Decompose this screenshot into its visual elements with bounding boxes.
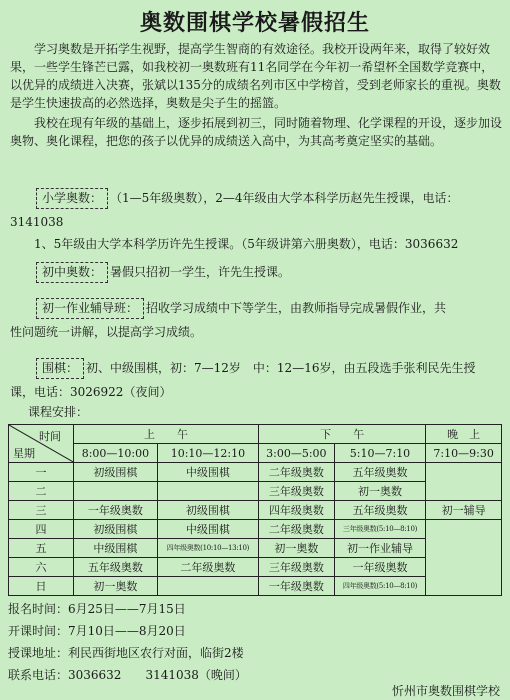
day-cell: 一 xyxy=(9,463,74,482)
day-cell: 五 xyxy=(9,539,74,558)
schedule-label: 课程安排： xyxy=(28,405,89,419)
contact-phone: 联系电话：3036632 3141038（晚间） xyxy=(8,668,247,682)
go-tag: 围棋： xyxy=(36,358,84,379)
page-title: 奥数围棋学校暑假招生 xyxy=(139,11,370,36)
primary-text: （1—5年级奥数），2—4年级由大学本科学历赵先生授课，电话： xyxy=(110,191,459,205)
table-row xyxy=(9,520,502,539)
class-cell: 二年级奥数 xyxy=(259,520,335,539)
class-cell xyxy=(74,482,158,501)
class-cell xyxy=(157,482,258,501)
time-slot: 8:00—10:00 xyxy=(74,444,158,463)
address: 授课地址：利民西街地区农行对面，临街2楼 xyxy=(8,646,244,660)
table-corner xyxy=(9,425,74,463)
time-slot: 10:10—12:10 xyxy=(157,444,258,463)
class-cell: 初级围棋 xyxy=(157,501,258,520)
intro-paragraph: 学习奥数是开拓学生视野，提高学生智商的有效途径。我校开设两年来，取得了较好效果，一些学生锋芒已露，如我校初一奥数班有11名同学在今年初一希望杯全国数学竞赛中，以优异的成绩进入决赛，张斌以135分的成绩名列市区中学榜首，受到老师家长的重视。奥数是学生快速拔高的必然选择，奥数是尖子生的摇篮。 xyxy=(10,42,501,110)
junior-tag: 初中奥数： xyxy=(36,262,108,283)
junior-line xyxy=(36,262,290,283)
class-cell: 初一奥数 xyxy=(74,577,158,596)
class-cell xyxy=(426,463,502,501)
start-time: 开课时间：7月10日——8月20日 xyxy=(8,624,186,638)
class-cell: 二年级奥数 xyxy=(157,558,258,577)
class-cell: 一年级奥数 xyxy=(74,501,158,520)
homework-line xyxy=(36,298,446,319)
table-row xyxy=(9,463,502,482)
class-cell: 中级围棋 xyxy=(74,539,158,558)
primary-phone: 3141038 xyxy=(10,215,64,229)
class-cell: 四年级奥数(5:10—8:10) xyxy=(334,577,426,596)
class-cell: 四年级奥数 xyxy=(259,501,335,520)
period-evening: 晚 上 xyxy=(426,425,502,444)
class-cell: 初一辅导 xyxy=(426,501,502,520)
table-row xyxy=(9,501,502,520)
class-cell xyxy=(157,577,258,596)
period-afternoon: 下 午 xyxy=(259,425,426,444)
time-slot: 3:00—5:00 xyxy=(259,444,335,463)
class-cell: 五年级奥数 xyxy=(74,558,158,577)
class-cell: 初一作业辅导 xyxy=(334,539,426,558)
day-cell: 六 xyxy=(9,558,74,577)
class-cell: 二年级奥数 xyxy=(259,463,335,482)
junior-text: 暑假只招初一学生，许先生授课。 xyxy=(110,265,291,279)
day-cell: 四 xyxy=(9,520,74,539)
corner-day: 星期 xyxy=(13,447,35,460)
period-morning: 上 午 xyxy=(74,425,259,444)
class-cell: 五年级奥数 xyxy=(334,501,426,520)
class-cell: 初一奥数 xyxy=(259,539,335,558)
time-slot: 5:10—7:10 xyxy=(334,444,426,463)
class-cell: 一年级奥数 xyxy=(334,558,426,577)
go-text: 初、中级围棋，初：7—12岁 中：12—16岁，由五段选手张利民先生授 xyxy=(86,361,476,375)
class-cell: 初级围棋 xyxy=(74,463,158,482)
primary-tag: 小学奥数： xyxy=(36,188,108,209)
day-cell: 日 xyxy=(9,577,74,596)
class-cell: 五年级奥数 xyxy=(334,463,426,482)
day-cell: 三 xyxy=(9,501,74,520)
class-cell: 四年级奥数(10:10—13:10) xyxy=(157,539,258,558)
intro-paragraph-2: 我校在现有年级的基础上，逐步拓展到初三，同时随着物理、化学课程的开设，逐步加设奥物、奥化课程，把您的孩子以优异的成绩送入高中，为其高考奠定坚实的基础。 xyxy=(10,116,503,148)
signup-time: 报名时间：6月25日——7月15日 xyxy=(8,602,186,616)
go-line xyxy=(36,358,475,379)
homework-line2: 性问题统一讲解，以提高学习成绩。 xyxy=(10,325,203,339)
schedule-table xyxy=(8,424,502,596)
go-line2: 课，电话：3026922（夜间） xyxy=(10,385,172,399)
class-cell: 初一奥数 xyxy=(334,482,426,501)
homework-tag: 初一作业辅导班： xyxy=(36,298,144,319)
class-cell: 中级围棋 xyxy=(157,463,258,482)
class-cell: 三年级奥数(5:10—8:10) xyxy=(334,520,426,539)
class-cell: 一年级奥数 xyxy=(259,577,335,596)
homework-text: 招收学习成绩中下等学生，由教师指导完成暑假作业，共 xyxy=(146,301,447,315)
class-cell: 中级围棋 xyxy=(157,520,258,539)
class-cell: 三年级奥数 xyxy=(259,482,335,501)
time-slot: 7:10—9:30 xyxy=(426,444,502,463)
class-cell: 三年级奥数 xyxy=(259,558,335,577)
primary-line2: 1、5年级由大学本科学历许先生授课。（5年级讲第六册奥数），电话：3036632 xyxy=(34,237,459,251)
primary-line xyxy=(36,188,459,209)
class-cell xyxy=(426,520,502,596)
day-cell: 二 xyxy=(9,482,74,501)
class-cell: 初级围棋 xyxy=(74,520,158,539)
school-signature: 忻州市奥数围棋学校 xyxy=(391,684,500,698)
corner-time: 时间 xyxy=(39,430,61,443)
